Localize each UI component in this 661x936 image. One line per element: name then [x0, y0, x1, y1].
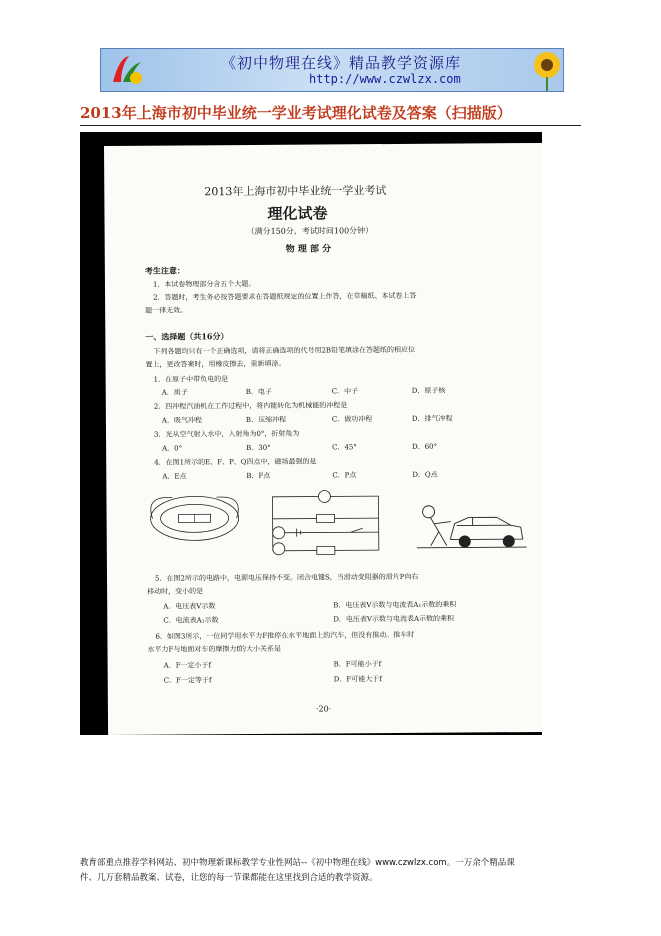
question-option: C．中子 — [331, 387, 359, 396]
question-stem: 5．在图2所示的电路中，电源电压保持不变。闭合电键S，当滑动变阻器的滑片P向右 — [154, 572, 419, 583]
question-option: C．电流表A₁示数 — [163, 616, 219, 625]
page-number: ·20· — [315, 704, 332, 714]
question-option: D．60° — [412, 442, 438, 451]
question-option: C．F一定等于f — [163, 676, 212, 685]
question-option: A．吸气冲程 — [161, 416, 203, 425]
figure-2-circuit — [266, 488, 386, 557]
question-option: D．Q点 — [412, 470, 438, 479]
sunflower-icon — [531, 49, 563, 91]
notice-line: 题一律无效。 — [145, 306, 188, 315]
question-stem: 1．在原子中带负电的是 — [153, 375, 229, 384]
question-option: D．排气冲程 — [411, 414, 453, 423]
question-option: D．原子核 — [411, 386, 446, 395]
part-title: 物 理 部 分 — [285, 244, 332, 255]
question-stem: 移动时，变小的是 — [147, 587, 204, 596]
page-title: 2013年上海市初中毕业统一学业考试理化试卷及答案（扫描版） — [80, 104, 512, 122]
question-stem: 水平力F与地面对车的摩擦力f的大小关系是 — [147, 644, 281, 654]
section-title: 一、选择题（共16分） — [145, 331, 229, 342]
exam-subject: 理化试卷 — [267, 204, 328, 223]
question-option: D．电压表V示数与电流表A示数的乘积 — [333, 614, 455, 624]
question-option: A．E点 — [162, 472, 187, 481]
scanned-page-image — [80, 132, 542, 735]
site-logo-icon — [107, 52, 147, 88]
question-option: B．压缩冲程 — [245, 415, 287, 425]
question-stem: 6．如图3所示，一位同学用水平力F推停在水平地面上的汽车，但没有推动。推车时 — [155, 630, 415, 641]
question-option: B．电压表V示数与电流表A₁示数的乘积 — [333, 600, 457, 610]
question-option: A．电压表V示数 — [163, 602, 216, 611]
question-option: C．做功冲程 — [331, 415, 373, 424]
footer-note — [80, 856, 590, 886]
exam-meta: （满分150分，考试时间100分钟） — [246, 226, 374, 237]
question-stem: 2．四冲程汽油机在工作过程中，将内能转化为机械能的冲程是 — [153, 401, 348, 411]
question-option: A．质子 — [161, 388, 188, 397]
exam-paper — [104, 143, 542, 735]
notice-line: 2．答题时，考生务必按答题要求在答题纸规定的位置上作答，在草稿纸、本试卷上答 — [153, 291, 417, 302]
site-banner — [100, 48, 564, 92]
figure-3-push-car — [416, 495, 526, 556]
question-stem: 4．在图1所示的E、F、P、Q四点中，磁场最强的是 — [154, 457, 317, 467]
question-option: A．0° — [162, 444, 183, 453]
footer-line: 件、几万套精品教案、试卷，让您的每一节课都能在这里找到合适的教学资源。 — [80, 873, 378, 883]
exam-heading: 2013年上海市初中毕业统一学业考试 — [204, 184, 387, 199]
question-option: B．30° — [246, 443, 271, 453]
question-option: C．P点 — [332, 471, 357, 480]
question-stem: 3．光从空气射入水中，入射角为0°，折射角为 — [153, 429, 300, 439]
question-option: B．F点 — [246, 471, 271, 481]
section-intro: 置上，更改答案时，用橡皮擦去，重新填涂。 — [145, 359, 286, 369]
notice-line: 1．本试卷物理部分含五个大题。 — [152, 279, 256, 289]
question-option: C．45° — [332, 443, 357, 452]
question-option: B．F可能小于f — [333, 660, 382, 669]
question-option: A．F一定小于f — [163, 661, 212, 670]
notice-title: 考生注意： — [144, 265, 185, 276]
banner-title: 《初中物理在线》精品教学资源库 — [221, 54, 462, 72]
question-option: B．电子 — [245, 387, 272, 397]
title-divider — [80, 125, 581, 126]
banner-url[interactable]: http://www.czwlzx.com — [309, 72, 461, 86]
footer-line: 教育部重点推荐学科网站、初中物理新课标教学专业性网站--《初中物理在线》www.czwlzx.com。一万余个精品课 — [80, 858, 515, 868]
question-option: D．F可能大于f — [333, 675, 382, 684]
figure-1-magnet — [144, 485, 244, 552]
section-intro: 下列各题均只有一个正确选项，请将正确选项的代号用2B铅笔填涂在答题纸的相应位 — [153, 345, 416, 356]
